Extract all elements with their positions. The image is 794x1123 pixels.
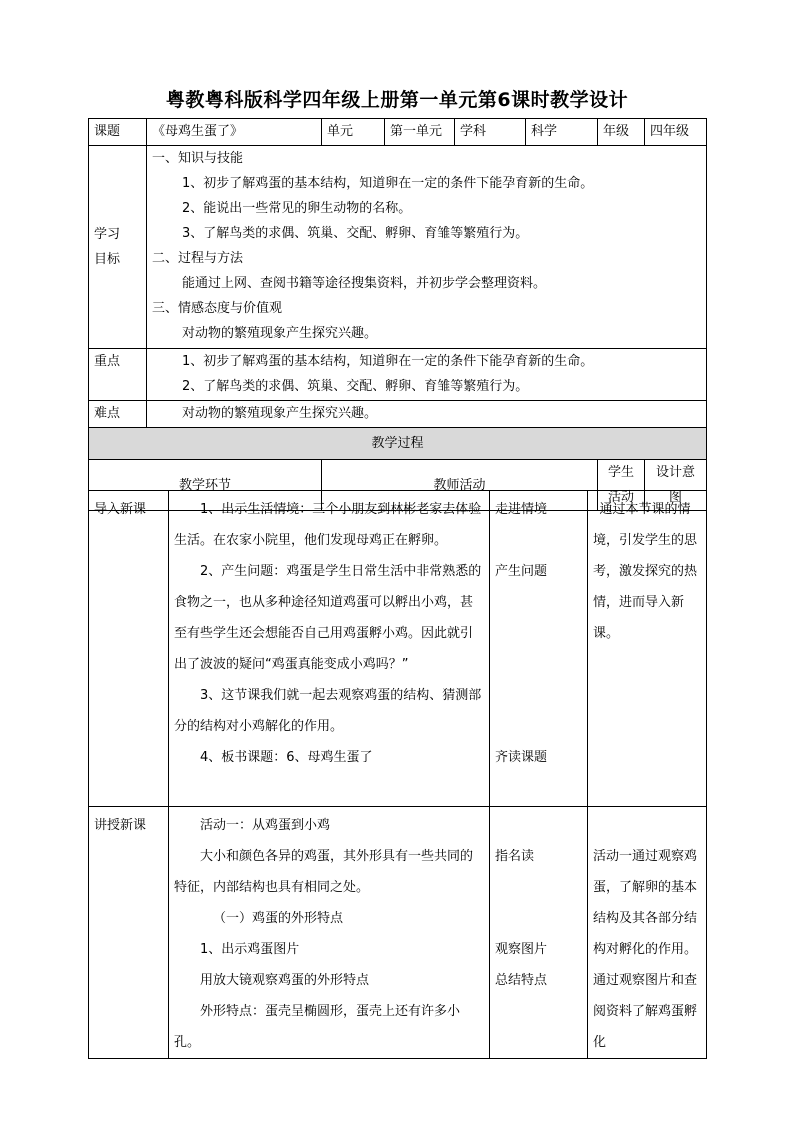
intent-cell: 活动一通过观察鸡蛋，了解卵的基本结构及其各部分结构对孵化的作用。通过观察图片和查阅资料了解鸡蛋孵化: [588, 807, 707, 1059]
teacher-cell: 1、出示生活情境：三个小朋友到林彬老家去体验生活。在农家小院里，他们发现母鸡正在孵卵。 2、产生问题：鸡蛋是学生日常生活中非常熟悉的食物之一，也从多种途径知道鸡蛋可以孵出小鸡，甚至有些学生还会想能否自己用鸡蛋孵小鸡。因此就引出了波波的疑问“鸡蛋真能变成小鸡吗？” 3、这节课我们就一起去观察鸡蛋的结构、猜测部分的结构对小鸡解化的作用。 4、板书课题：6、母鸡生蛋了: [169, 491, 490, 807]
goal-item: 1、初步了解鸡蛋的基本结构，知道卵在一定的条件下能孕育新的生命。: [182, 176, 594, 191]
process-row: [89, 491, 707, 807]
goal-heading: 二、过程与方法: [152, 251, 244, 266]
key-points-label: 重点: [89, 349, 147, 401]
goals-content: [147, 146, 707, 349]
subject-value: 科学: [526, 119, 598, 146]
lesson-plan-table: [88, 118, 707, 511]
column-intent: 设计意图: [645, 460, 707, 511]
student-cell: 走进情境 产生问题 齐读课题: [490, 491, 588, 807]
goals-label: 学习 目标: [89, 146, 147, 349]
unit-label: 单元: [322, 119, 385, 146]
goal-heading: 一、知识与技能: [152, 151, 244, 166]
goal-item: 3、了解鸟类的求偶、筑巢、交配、孵卵、育雏等繁殖行为。: [182, 226, 529, 241]
goals-row: [89, 146, 707, 349]
goal-item: 能通过上网、查阅书籍等途径搜集资料，并初步学会整理资料。: [182, 276, 547, 291]
goal-item: 2、能说出一些常见的卵生动物的名称。: [182, 201, 412, 216]
column-teacher: 教师活动: [322, 460, 598, 511]
topic-label: 课题: [89, 119, 147, 146]
subject-label: 学科: [455, 119, 526, 146]
process-heading-row: [89, 428, 707, 460]
process-table: [88, 490, 707, 1059]
topic-value: 《母鸡生蛋了》: [147, 119, 322, 146]
goal-item: 对动物的繁殖现象产生探究兴趣。: [182, 326, 378, 341]
process-heading: 教学过程: [89, 428, 707, 460]
process-row: [89, 807, 707, 1059]
difficulty-content: 对动物的繁殖现象产生探究兴趣。: [147, 401, 707, 428]
key-points-content: 1、初步了解鸡蛋的基本结构，知道卵在一定的条件下能孕育新的生命。 2、了解鸟类的求偶、筑巢、交配、孵卵、育雏等繁殖行为。: [147, 349, 707, 401]
stage-cell: 讲授新课: [89, 807, 169, 1059]
stage-cell: 导入新课: [89, 491, 169, 807]
page-title: 粤教粤科版科学四年级上册第一单元第6课时教学设计: [165, 89, 629, 111]
grade-value: 四年级: [645, 119, 707, 146]
grade-label: 年级: [598, 119, 645, 146]
student-cell: 指名读 观察图片 总结特点: [490, 807, 588, 1059]
goal-heading: 三、情感态度与价值观: [152, 301, 283, 316]
column-stage: 教学环节: [89, 460, 322, 511]
teacher-cell: 活动一：从鸡蛋到小鸡 大小和颜色各异的鸡蛋，其外形具有一些共同的特征，内部结构也具有相同之处。 （一）鸡蛋的外形特点 1、出示鸡蛋图片 用放大镜观察鸡蛋的外形特点 外形特点：蛋壳呈椭圆形，蛋壳上还有许多小孔。: [169, 807, 490, 1059]
difficulty-label: 难点: [89, 401, 147, 428]
key-points-row: [89, 349, 707, 401]
column-student: 学生活动: [598, 460, 645, 511]
difficulty-row: [89, 401, 707, 428]
header-row: [89, 119, 707, 146]
unit-value: 第一单元: [385, 119, 455, 146]
intent-cell: 通过本节课的情境，引发学生的思考，激发探究的热情，进而导入新课。: [588, 491, 707, 807]
